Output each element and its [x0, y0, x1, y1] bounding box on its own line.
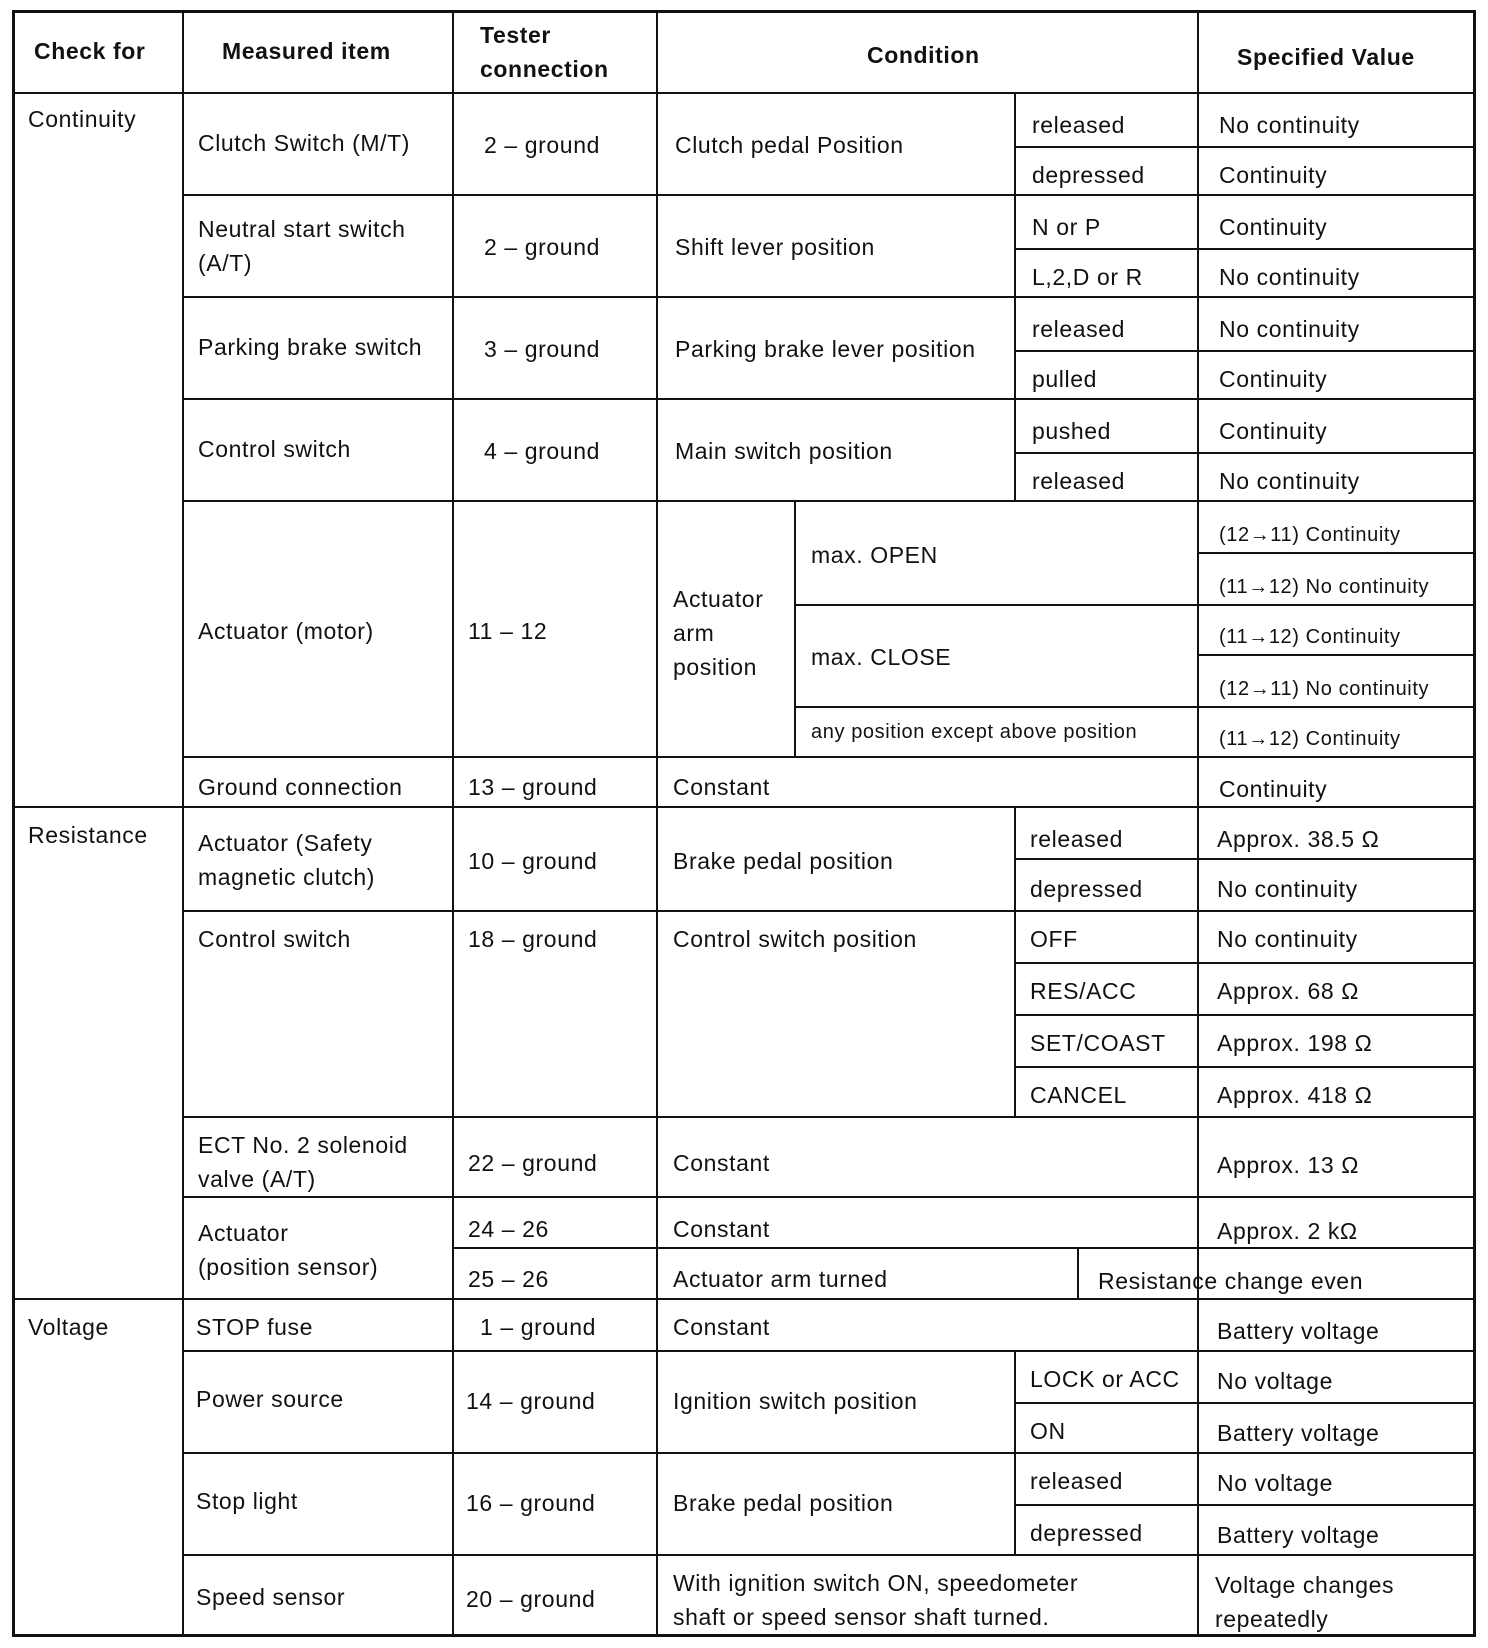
specified-value: Continuity [1219, 366, 1328, 392]
measured-item: magnetic clutch) [198, 864, 376, 890]
tester-connection: 14 – ground [466, 1388, 596, 1414]
tester-connection: 18 – ground [468, 926, 598, 952]
condition: arm [673, 620, 715, 646]
specified-value: repeatedly [1215, 1606, 1329, 1632]
state: CANCEL [1030, 1082, 1127, 1108]
tester-connection: 1 – ground [480, 1314, 596, 1340]
tester-connection: 2 – ground [484, 234, 600, 260]
specified-value: (12→11) No continuity [1219, 678, 1430, 700]
subrow-divider [794, 706, 1476, 708]
tester-connection: 25 – 26 [468, 1266, 549, 1292]
condition: Constant [673, 1216, 770, 1242]
condition: Parking brake lever position [675, 336, 976, 362]
condition: Shift lever position [675, 234, 875, 260]
measured-item: Clutch Switch (M/T) [198, 130, 411, 156]
specified-value: Approx. 13 Ω [1217, 1152, 1360, 1178]
specified-value: (11→12) Continuity [1219, 728, 1401, 750]
condition: Ignition switch position [673, 1388, 918, 1414]
row-divider [12, 92, 1476, 94]
specified-value: No continuity [1217, 876, 1358, 902]
row-divider [182, 500, 1476, 502]
state: L,2,D or R [1032, 264, 1143, 290]
tester-connection: 2 – ground [484, 132, 600, 158]
subrow-divider [1014, 452, 1476, 454]
state-divider [1014, 1350, 1016, 1556]
tester-connection: 16 – ground [466, 1490, 596, 1516]
subrow-divider [1014, 350, 1476, 352]
measured-item: ECT No. 2 solenoid [198, 1132, 408, 1158]
subrow-divider [1014, 1504, 1476, 1506]
row-divider [182, 398, 1476, 400]
row-divider [182, 910, 1476, 912]
group-continuity: Continuity [28, 106, 137, 132]
specified-value: No voltage [1217, 1470, 1333, 1496]
tester-connection: 24 – 26 [468, 1216, 549, 1242]
arm-position: max. CLOSE [811, 644, 952, 670]
measured-item: (A/T) [198, 250, 253, 276]
state-divider [1077, 1247, 1079, 1298]
subrow-divider [1197, 552, 1476, 554]
measured-item: Actuator (motor) [198, 618, 374, 644]
condition: Constant [673, 1314, 770, 1340]
specified-value: No voltage [1217, 1368, 1333, 1394]
group-resistance: Resistance [28, 822, 148, 848]
condition: position [673, 654, 758, 680]
specified-value: Voltage changes [1215, 1572, 1395, 1598]
arm-position: max. OPEN [811, 542, 938, 568]
specified-value: No continuity [1219, 316, 1360, 342]
condition: Constant [673, 774, 770, 800]
subrow-divider [1014, 1066, 1476, 1068]
state: depressed [1030, 1520, 1143, 1546]
measured-item: Actuator [198, 1220, 289, 1246]
specified-value: Approx. 2 kΩ [1217, 1218, 1358, 1244]
condition: Control switch position [673, 926, 917, 952]
specified-value: Approx. 38.5 Ω [1217, 826, 1380, 852]
state: released [1030, 1468, 1124, 1494]
tester-connection: 10 – ground [468, 848, 598, 874]
tester-connection: 11 – 12 [468, 618, 548, 644]
row-divider [182, 1350, 1476, 1352]
header-tester-line1: Tester [480, 22, 551, 48]
state: N or P [1032, 214, 1101, 240]
state: released [1032, 112, 1126, 138]
specified-value: Battery voltage [1217, 1420, 1380, 1446]
column-divider [452, 10, 454, 1637]
group-divider [12, 1298, 1476, 1300]
tester-connection: 20 – ground [466, 1586, 596, 1612]
header-tester-line2: connection [480, 56, 609, 82]
subrow-divider [794, 604, 1476, 606]
row-divider [182, 296, 1476, 298]
measured-item: Power source [196, 1386, 344, 1412]
subrow-divider [1014, 146, 1476, 148]
specified-value: Continuity [1219, 418, 1328, 444]
specified-value: Resistance change even [1098, 1268, 1364, 1294]
state: ON [1030, 1418, 1066, 1444]
measured-item: Parking brake switch [198, 334, 423, 360]
state: SET/COAST [1030, 1030, 1166, 1056]
state: RES/ACC [1030, 978, 1137, 1004]
specified-value: Continuity [1219, 776, 1328, 802]
table-border [12, 10, 15, 1637]
specified-value: Continuity [1219, 214, 1328, 240]
row-divider [182, 1452, 1476, 1454]
header-specified-value: Specified Value [1237, 44, 1415, 70]
specified-value: No continuity [1219, 112, 1360, 138]
tester-connection: 4 – ground [484, 438, 600, 464]
tester-connection: 22 – ground [468, 1150, 598, 1176]
row-divider [182, 1554, 1476, 1556]
measured-item: Control switch [198, 926, 351, 952]
state: pulled [1032, 366, 1097, 392]
measured-item: Control switch [198, 436, 351, 462]
specified-value: Battery voltage [1217, 1522, 1380, 1548]
specified-value: No continuity [1217, 926, 1358, 952]
header-check-for: Check for [34, 38, 146, 64]
state: OFF [1030, 926, 1078, 952]
state: released [1032, 316, 1126, 342]
column-divider [1197, 10, 1199, 1637]
table-border [1473, 10, 1476, 1637]
specified-value: (11→12) Continuity [1219, 626, 1401, 648]
condition: Constant [673, 1150, 770, 1176]
group-voltage: Voltage [28, 1314, 109, 1340]
subrow-divider [1014, 858, 1476, 860]
state: pushed [1032, 418, 1112, 444]
specified-value: (11→12) No continuity [1219, 576, 1430, 598]
condition: Clutch pedal Position [675, 132, 904, 158]
row-divider [182, 1116, 1476, 1118]
measured-item: Actuator (Safety [198, 830, 373, 856]
table-border [12, 10, 1476, 13]
measured-item: STOP fuse [196, 1314, 314, 1340]
subrow-divider [1014, 1014, 1476, 1016]
specified-value: No continuity [1219, 264, 1360, 290]
measured-item: (position sensor) [198, 1254, 379, 1280]
specified-value: Approx. 418 Ω [1217, 1082, 1373, 1108]
column-divider [182, 10, 184, 1637]
row-divider [182, 756, 1476, 758]
state: depressed [1032, 162, 1145, 188]
state: LOCK or ACC [1030, 1366, 1180, 1392]
measured-item: Speed sensor [196, 1584, 346, 1610]
tester-connection: 3 – ground [484, 336, 600, 362]
state-divider [794, 500, 796, 758]
specified-value: Battery voltage [1217, 1318, 1380, 1344]
specified-value: Approx. 68 Ω [1217, 978, 1360, 1004]
condition: Brake pedal position [673, 1490, 894, 1516]
specified-value: Approx. 198 Ω [1217, 1030, 1373, 1056]
row-divider [182, 1196, 1476, 1198]
state: released [1030, 826, 1124, 852]
condition: Brake pedal position [673, 848, 894, 874]
column-divider [656, 10, 658, 1637]
subrow-divider [1197, 654, 1476, 656]
specified-value: No continuity [1219, 468, 1360, 494]
condition: Main switch position [675, 438, 893, 464]
tester-connection: 13 – ground [468, 774, 598, 800]
measured-item: Stop light [196, 1488, 298, 1514]
state-divider [1014, 92, 1016, 502]
specified-value: (12→11) Continuity [1219, 524, 1401, 546]
condition: shaft or speed sensor shaft turned. [673, 1604, 1050, 1630]
condition: With ignition switch ON, speedometer [673, 1570, 1079, 1596]
arm-position: any position except above position [811, 721, 1138, 743]
state: released [1032, 468, 1126, 494]
measured-item: Ground connection [198, 774, 403, 800]
subrow-divider [1014, 962, 1476, 964]
specified-value: Continuity [1219, 162, 1328, 188]
header-measured-item: Measured item [222, 38, 391, 64]
subrow-divider [1014, 248, 1476, 250]
subrow-divider [1014, 1402, 1476, 1404]
condition: Actuator [673, 586, 764, 612]
condition: Actuator arm turned [673, 1266, 888, 1292]
row-divider [182, 194, 1476, 196]
measured-item: Neutral start switch [198, 216, 406, 242]
state: depressed [1030, 876, 1143, 902]
measured-item: valve (A/T) [198, 1166, 316, 1192]
group-divider [12, 806, 1476, 808]
header-condition: Condition [867, 42, 980, 68]
